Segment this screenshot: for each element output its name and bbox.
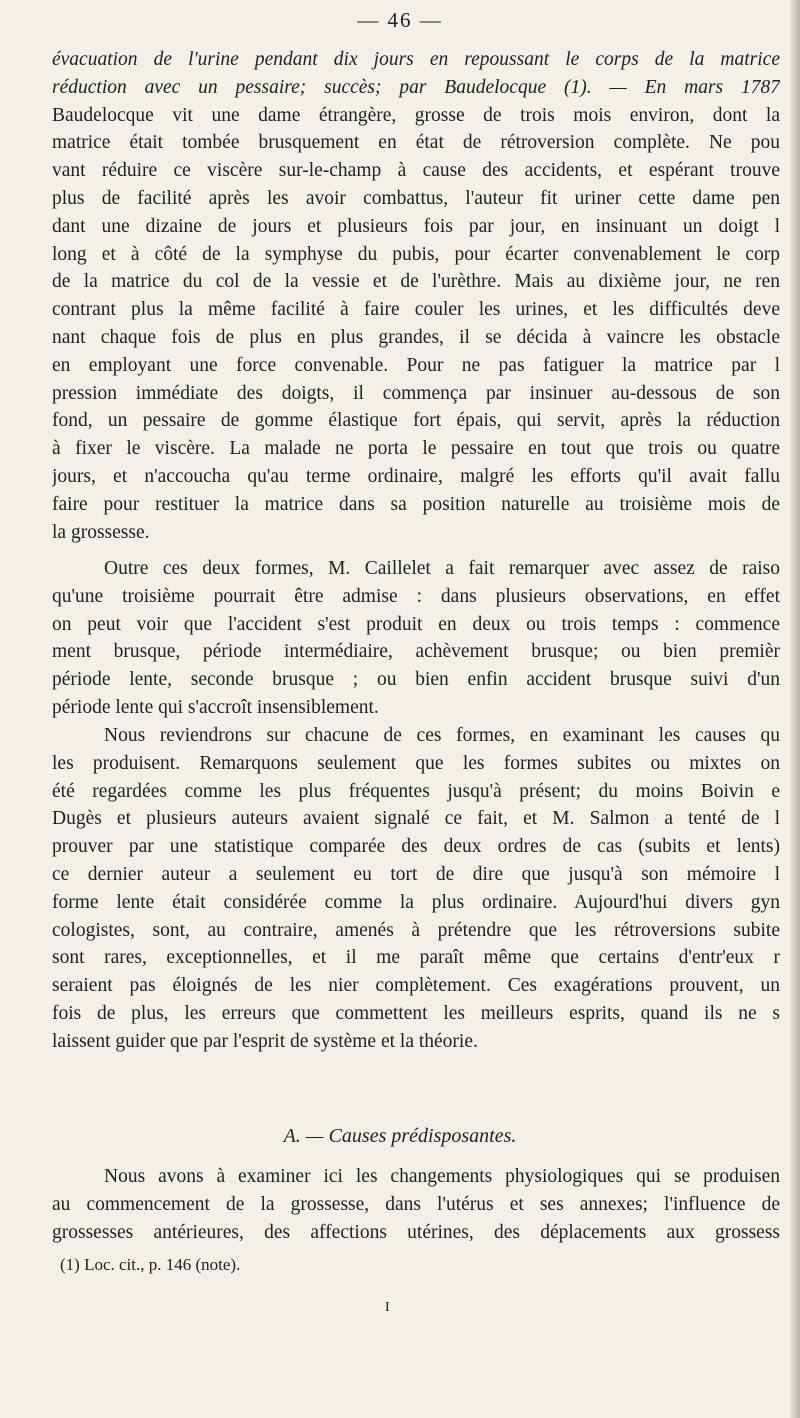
text-line: les produisent. Remarquons seulement que les formes subites ou mixtes on: [52, 752, 780, 774]
text-line: long et à côté de la symphyse du pubis, pour écarter convenablement le corp: [52, 243, 780, 265]
text-line: matrice était tombée brusquement en état de rétroversion complète. Ne pou: [52, 132, 780, 154]
text-line: réduction avec un pessaire; succès; par Baudelocque (1). — En mars 1787: [52, 76, 780, 98]
stray-mark: I: [385, 1300, 390, 1315]
text-line: Outre ces deux formes, M. Caillelet a fait remarquer avec assez de raiso: [104, 558, 780, 579]
text-line: vant réduire ce viscère sur-le-champ à cause des accidents, et espérant trouve: [52, 160, 780, 182]
text-line: cologistes, sont, au contraire, amenés à prétendre que les rétroversions subite: [52, 919, 780, 941]
text-line: pression immédiate des doigts, il commença par insinuer au-dessous de son: [52, 382, 780, 404]
text-line: de la matrice du col de la vessie et de l'urèthre. Mais au dixième jour, ne ren: [52, 271, 780, 293]
text-line: au commencement de la grossesse, dans l'utérus et ses annexes; l'influence de: [52, 1193, 780, 1215]
paragraph-forms-frequency: [52, 722, 780, 1056]
text-line: Nous avons à examiner ici les changements physiologiques qui se produisen: [104, 1166, 780, 1187]
text-line: Baudelocque vit une dame étrangère, grosse de trois mois environ, dont la: [52, 104, 780, 126]
text-line: laissent guider que par l'esprit de système et la théorie.: [52, 1030, 478, 1052]
text-line: à fixer le viscère. La malade ne porta le pessaire en tout que trois ou quatre: [52, 438, 780, 460]
text-line: plus de facilité après les avoir combattus, l'auteur fit uriner cette dame pen: [52, 187, 780, 209]
text-line: grossesses antérieures, des affections utérines, des déplacements aux grossess: [52, 1221, 780, 1243]
paragraph-observation: [52, 46, 780, 546]
text-line: Dugès et plusieurs auteurs avaient signalé ce fait, et M. Salmon a tenté de l: [52, 808, 780, 830]
text-line: été regardées comme les plus fréquentes jusqu'à présent; du moins Boivin e: [52, 780, 780, 802]
text-line: nant chaque fois de plus en plus grandes, il se décida à vaincre les obstacle: [52, 326, 780, 348]
text-line: seraient pas éloignés de les nier complètement. Ces exagérations prouvent, un: [52, 975, 780, 997]
footnote: (1) Loc. cit., p. 146 (note).: [60, 1255, 241, 1274]
text-line: période lente qui s'accroît insensiblement.: [52, 696, 379, 718]
text-line: qu'une troisième pourrait être admise : dans plusieurs observations, en effet: [52, 585, 780, 607]
paragraph-third-form: [52, 555, 780, 722]
text-line: période lente, seconde brusque ; ou bien enfin accident brusque suivi d'un: [52, 669, 780, 691]
text-line: Nous reviendrons sur chacune de ces formes, en examinant les causes qu: [104, 725, 780, 746]
section-heading: A. — Causes prédisposantes.: [283, 1125, 517, 1147]
text-line: faire pour restituer la matrice dans sa position naturelle au troisième mois de: [52, 493, 780, 515]
text-line: évacuation de l'urine pendant dix jours en repoussant le corps de la matrice: [52, 49, 780, 70]
text-line: en employant une force convenable. Pour ne pas fatiguer la matrice par l: [52, 354, 780, 376]
text-line: contrant plus la même facilité à faire couler les urines, et les difficultés deve: [52, 299, 780, 321]
text-line: dant une dizaine de jours et plusieurs fois par jour, en insinuant un doigt l: [52, 215, 780, 237]
text-line: sont rares, exceptionnelles, et il me paraît même que certains d'entr'eux r: [52, 947, 780, 969]
text-line: on peut voir que l'accident s'est produit en deux ou trois temps : commence: [52, 613, 780, 635]
page-edge-shadow: [790, 0, 800, 1418]
text-line: forme lente était considérée comme la plus ordinaire. Aujourd'hui divers gyn: [52, 891, 780, 913]
text-line: jours, et n'accoucha qu'au terme ordinaire, malgré les efforts qu'il avait fallu: [52, 465, 780, 487]
text-line: fois de plus, les erreurs que commettent les meilleurs esprits, quand ils ne s: [52, 1002, 780, 1024]
text-line: la grossesse.: [52, 521, 150, 543]
paragraph-predisposing-causes: [52, 1163, 780, 1246]
page-number: — 46 —: [357, 8, 443, 32]
text-line: fond, un pessaire de gomme élastique fort épais, qui servit, après la réduction: [52, 410, 780, 432]
text-line: ce dernier auteur a seulement eu tort de dire que jusqu'à son mémoire l: [52, 863, 780, 885]
text-line: prouver par une statistique comparée des deux ordres de cas (subits et lents): [52, 836, 780, 858]
text-line: ment brusque, période intermédiaire, achèvement brusque; ou bien premièr: [52, 641, 780, 663]
